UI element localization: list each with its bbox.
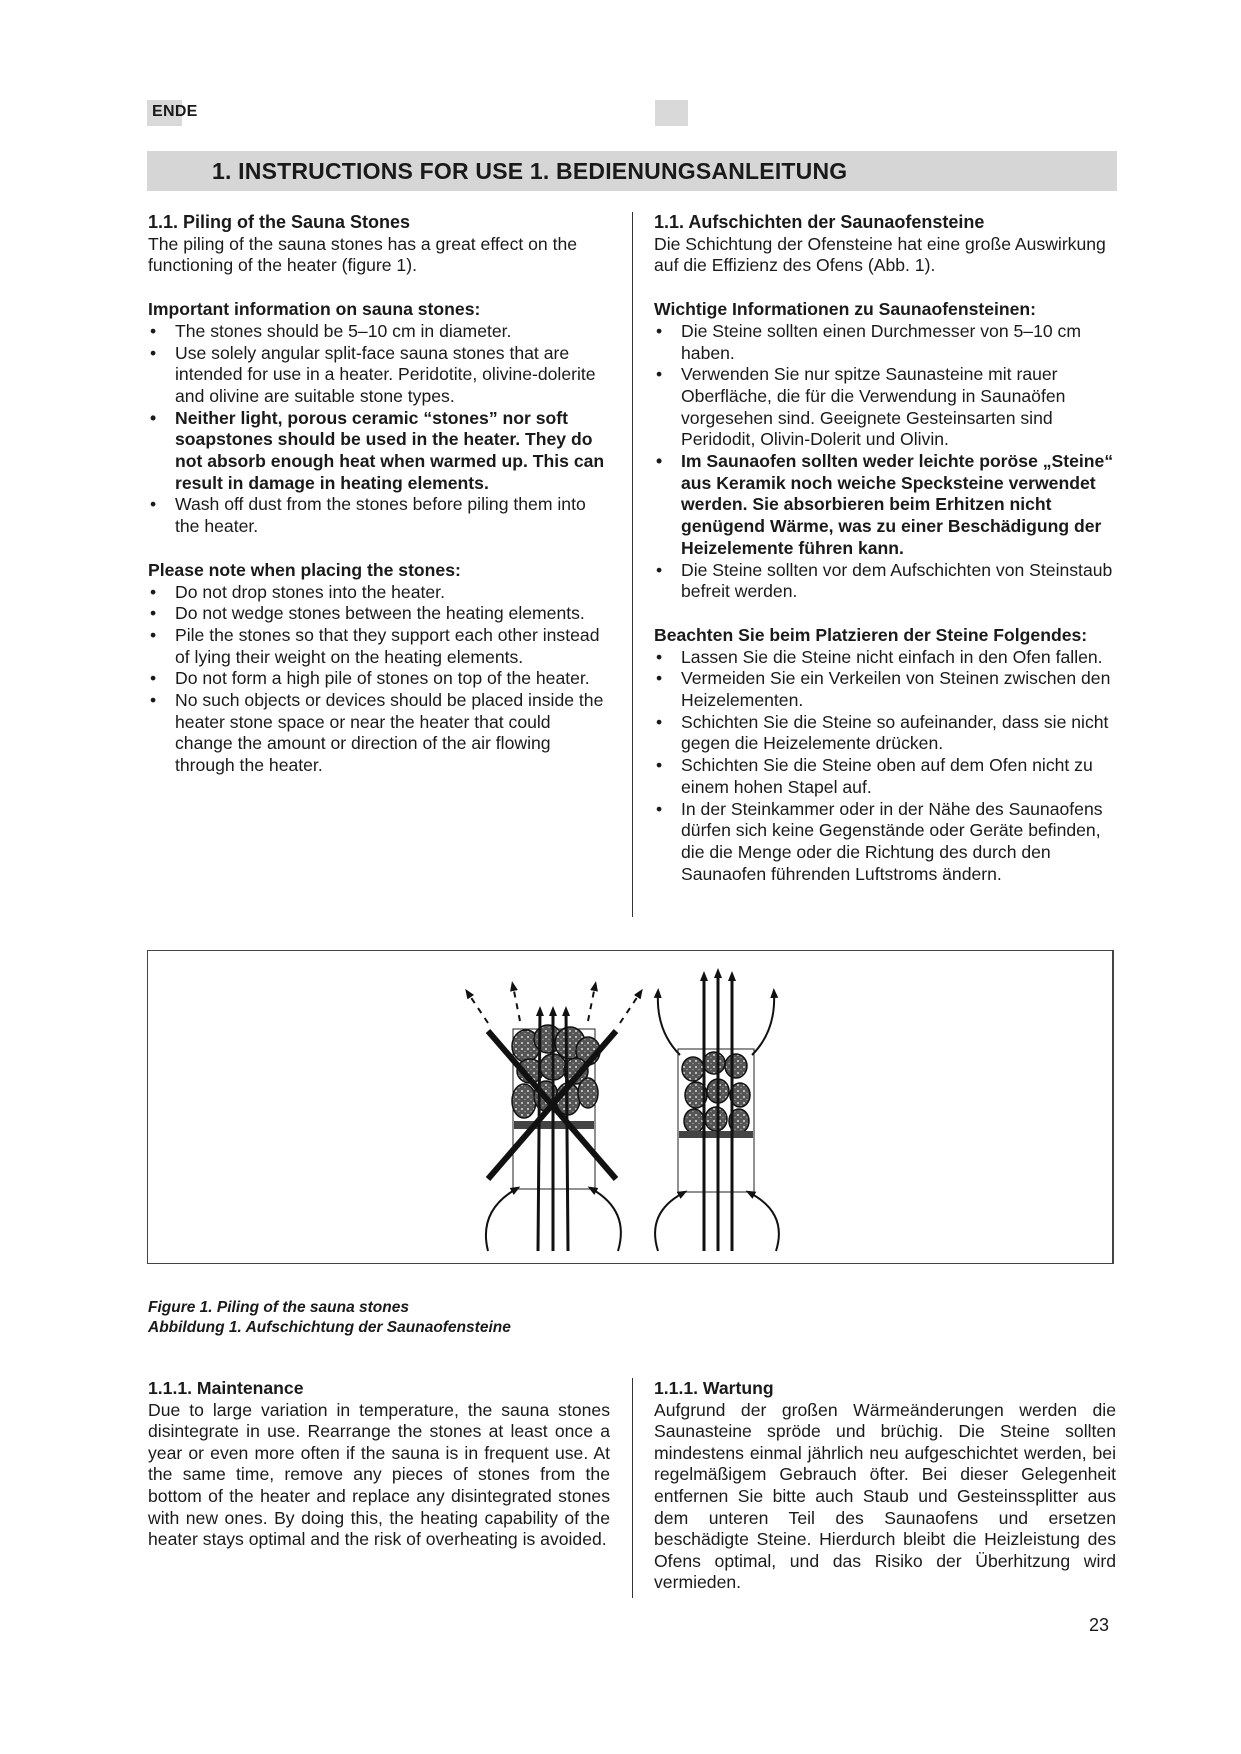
section-heading-en: 1.1. Piling of the Sauna Stones [148,212,411,232]
column-divider-top [632,212,633,917]
maintenance-section-en [148,1378,610,1551]
list-item: • Do not wedge stones between the heating elements. [148,603,610,625]
important-list-en [148,321,610,538]
figure-frame [147,950,1114,1264]
list-item: • Wash off dust from the stones before piling them into the heater. [148,494,610,537]
language-tag-box-de [655,100,688,126]
english-column [148,212,610,777]
page-title: 1. INSTRUCTIONS FOR USE 1. BEDIENUNGSANLEITUNG [212,158,848,184]
correct-piling-diagram [655,973,779,1251]
column-divider-bottom [632,1378,633,1598]
important-title-en: Important information on sauna stones: [148,299,481,320]
note-list-en [148,582,610,777]
page-number: 23 [1089,1615,1110,1635]
list-item: • Schichten Sie die Steine so aufeinander, dass sie nicht gegen die Heizelemente drücken. [654,712,1116,755]
list-item: • Do not form a high pile of stones on top of the heater. [148,668,610,690]
caption-en: Figure 1. Piling of the sauna stones [148,1299,409,1316]
note-title-en: Please note when placing the stones: [148,559,461,580]
list-item: • Pile the stones so that they support each other instead of lying their weight on the heating elements. [148,625,610,668]
list-item: • Use solely angular split-face sauna stones that are intended for use in a heater. Peridotite, olivine-dolerite and olivine are suitable stone types. [148,343,610,408]
maintenance-heading-de: 1.1.1. Wartung [654,1378,774,1398]
important-title-de: Wichtige Informationen zu Saunaofensteinen: [654,299,1037,320]
list-item-warning: • Neither light, porous ceramic “stones” nor soft soapstones should be used in the heater. They do not absorb enough heat when warmed up. This can result in damage in heating elements. [148,408,610,495]
maintenance-text-de: Aufgrund der großen Wärmeänderungen werden die Saunasteine spröde und brüchig. Die Steine sollten mindestens einmal jährlich neu aufgeschichtet werden, bei regelmäßigem Gebrauch öfter. Bei dieser Gelegenheit entfernen Sie bitte auch Staub und Gesteinssplitter aus dem unteren Teil des Saunaofens und ersetzen beschädigte Steine. Hierdurch bleibt die Heizleistung des Ofens optimal, und das Risiko der Überhitzung wird vermieden. [654,1399,1116,1593]
list-item: • The stones should be 5–10 cm in diameter. [148,321,610,343]
list-item: • Die Steine sollten einen Durchmesser von 5–10 cm haben. [654,321,1116,364]
figure-caption [148,1298,511,1338]
important-list-de [654,321,1116,603]
stone-piling-illustration [148,951,1112,1262]
caption-de: Abbildung 1. Aufschichtung der Saunaofensteine [148,1319,511,1336]
maintenance-section-de [654,1378,1116,1594]
note-list-de [654,647,1116,886]
german-column [654,212,1116,885]
list-item: • Die Steine sollten vor dem Aufschichten von Steinstaub befreit werden. [654,560,1116,603]
section-heading-de: 1.1. Aufschichten der Saunaofensteine [654,212,985,232]
incorrect-piling-diagram [468,986,640,1251]
note-title-de: Beachten Sie beim Platzieren der Steine Folgendes: [654,624,1088,645]
intro-text-en: The piling of the sauna stones has a great effect on the functioning of the heater (figure 1). [148,233,578,276]
language-code: ENDE [152,103,198,120]
maintenance-text-en: Due to large variation in temperature, the sauna stones disintegrate in use. Rearrange the stones at least once a year or even more often if the sauna is in frequent use. At the same time, remove any pieces of stones from the bottom of the heater and replace any disintegrated stones with new ones. By doing this, the heating capability of the heater stays optimal and the risk of overheating is avoided. [148,1399,610,1550]
list-item: • No such objects or devices should be placed inside the heater stone space or near the heater that could change the amount or direction of the air flowing through the heater. [148,690,610,777]
list-item-warning: • Im Saunaofen sollten weder leichte poröse „Steine“ aus Keramik noch weiche Specksteine verwendet werden. Sie absorbieren beim Erhitzen nicht genügend Wärme, was zu einer Beschädigung der Heizelemente führen kann. [654,451,1116,560]
list-item: • Schichten Sie die Steine oben auf dem Ofen nicht zu einem hohen Stapel auf. [654,755,1116,798]
list-item: • Lassen Sie die Steine nicht einfach in den Ofen fallen. [654,647,1116,669]
list-item: • Verwenden Sie nur spitze Saunasteine mit rauer Oberfläche, die für die Verwendung in Saunaöfen vorgesehen sind. Geeignete Gesteinsarten sind Peridodit, Olivin-Dolerit und Olivin. [654,364,1116,451]
list-item: • Do not drop stones into the heater. [148,582,610,604]
list-item: • In der Steinkammer oder in der Nähe des Saunaofens dürfen sich keine Gegenstände oder Geräte befinden, die die Menge oder die Richtung des durch den Saunaofen führenden Luftstroms ändern. [654,799,1116,886]
maintenance-heading-en: 1.1.1. Maintenance [148,1378,304,1398]
list-item: • Vermeiden Sie ein Verkeilen von Steinen zwischen den Heizelementen. [654,668,1116,711]
intro-text-de: Die Schichtung der Ofensteine hat eine große Auswirkung auf die Effizienz des Ofens (Abb. 1). [654,233,1106,276]
